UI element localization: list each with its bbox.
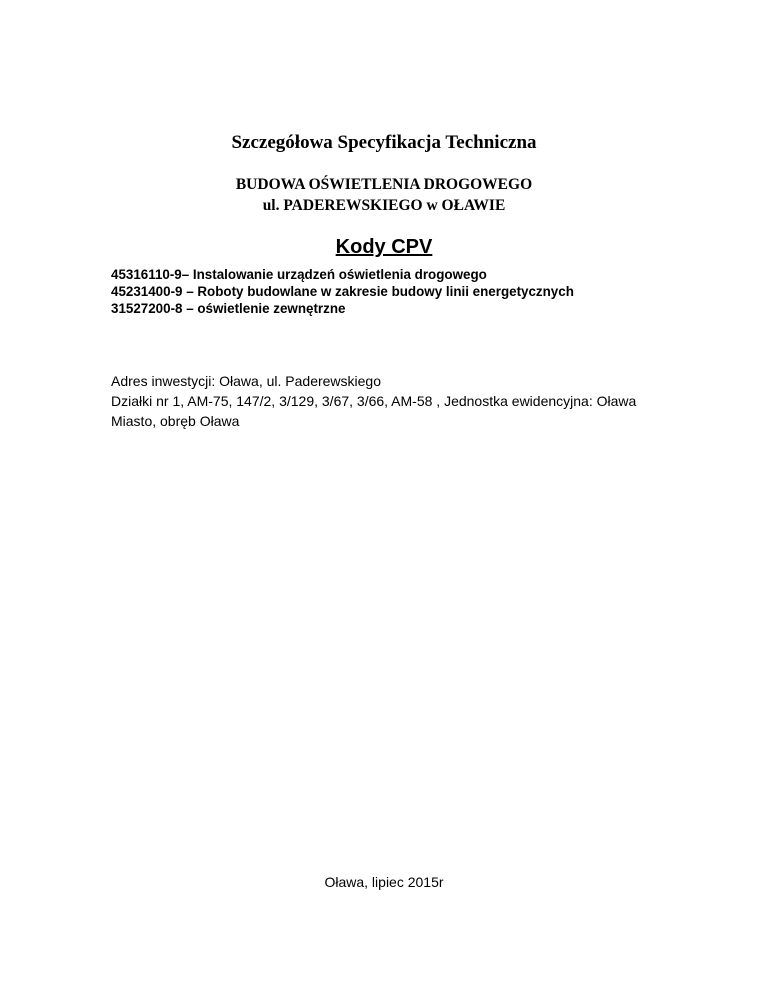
document-title: Szczegółowa Specyfikacja Techniczna [231,132,537,153]
project-name-line1: BUDOWA OŚWIETLENIA DROGOWEGO [235,176,533,193]
investment-address-block [111,371,711,431]
cpv-code-item: 45316110-9– Instalowanie urządzeń oświetlenia drogowego [111,267,487,282]
cpv-code-item: 45231400-9 – Roboty budowlane w zakresie budowy linii energetycznych [111,284,574,299]
cpv-code-list [111,266,574,317]
project-name-line2: ul. PADEREWSKIEGO w OŁAWIE [262,197,506,214]
investment-address-line: Adres inwestycji: Oława, ul. Paderewskiego [111,373,382,389]
plot-numbers-line: Działki nr 1, AM-75, 147/2, 3/129, 3/67, 3/66, AM-58 , Jednostka ewidencyjna: Oława [111,393,637,409]
cpv-code-item: 31527200-8 – oświetlenie zewnętrzne [111,301,346,316]
cpv-heading: Kody CPV [335,236,433,258]
plot-numbers-line-continued: Miasto, obręb Oława [111,413,240,429]
place-and-date: Oława, lipiec 2015r [324,874,444,890]
